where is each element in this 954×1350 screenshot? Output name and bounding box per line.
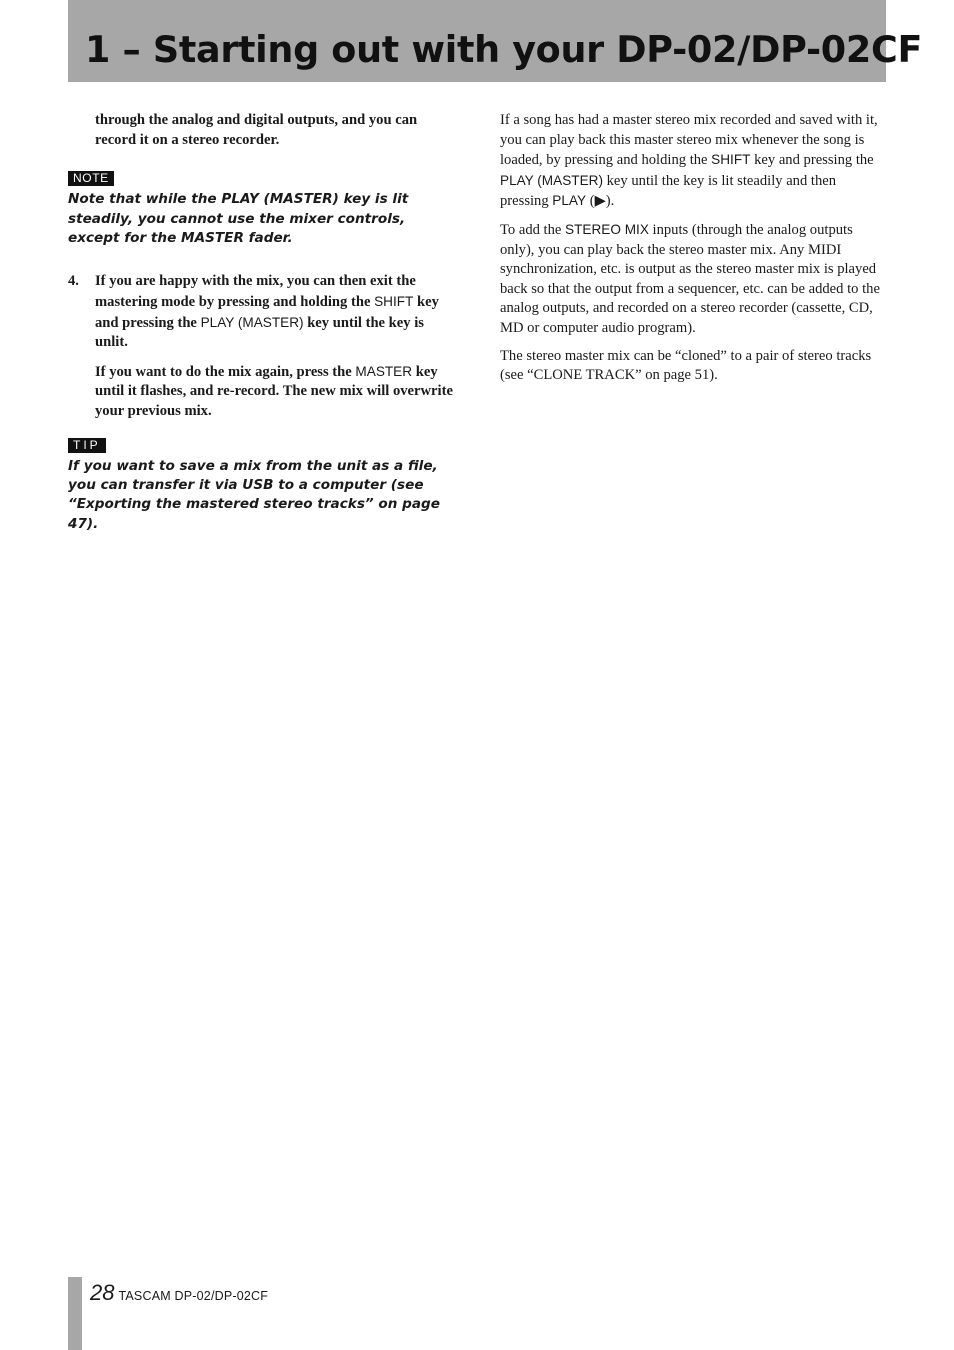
chapter-title: 1 – Starting out with your DP-02/DP-02CF <box>85 28 923 71</box>
master-mix-playback-paragraph: If a song has had a master stereo mix recorded and saved with it, you can play back this master stereo mix whenever the song is loaded, by pressing and holding the SHIFT key and pressing the PLAY (MASTER) key until the key is lit steadily and then pressing PLAY (▶). <box>500 112 878 210</box>
chapter-header <box>68 0 923 82</box>
note-text: Note that while the PLAY (MASTER) key is lit steadily, you cannot use the mixer controls, except for the MASTER fader. <box>68 191 409 246</box>
note-label: NOTE <box>68 171 114 186</box>
play-master-key-label: PLAY (MASTER) <box>500 172 603 188</box>
play-key-label: PLAY <box>552 193 587 209</box>
play-master-key-label: PLAY (MASTER) <box>200 314 304 330</box>
stereo-mix-paragraph: To add the STEREO MIX inputs (through the analog outputs only), you can play back the stereo master mix. Any MIDI synchronization, etc. is output as the stereo master mix is played back so that the output from a sequencer, etc. can be added to the analog outputs, and recorded on a stereo recorder (cassette, CD, MD or computer audio program). <box>500 221 880 336</box>
note-box <box>68 169 458 248</box>
shift-key-label: SHIFT <box>374 294 414 309</box>
tip-label: TIP <box>68 438 106 453</box>
left-column <box>68 111 458 534</box>
stereo-mix-key-label: STEREO MIX <box>565 221 649 237</box>
page-footer <box>90 1280 268 1306</box>
step-number: 4. <box>68 273 79 290</box>
step-4-paragraph-2: If you want to do the mix again, press the MASTER key until it flashes, and re-record. The new mix will overwrite your previous mix. <box>95 363 453 419</box>
clone-paragraph: The stereo master mix can be “cloned” to a pair of stereo tracks (see “CLONE TRACK” on page 51). <box>500 347 872 384</box>
footer-bar <box>68 1277 82 1350</box>
master-key-label: MASTER <box>355 363 413 379</box>
footer-title: TASCAM DP-02/DP-02CF <box>118 1289 269 1303</box>
shift-key-label: SHIFT <box>711 152 751 168</box>
tip-text: If you want to save a mix from the unit as a file, you can transfer it via USB to a computer (see “Exporting the mastered stereo tracks” on page 47). <box>68 457 441 532</box>
page-number: 28 <box>90 1280 115 1305</box>
tip-box <box>68 436 458 535</box>
step-4-paragraph-1: If you are happy with the mix, you can then exit the mastering mode by pressing and holding the SHIFT key and pressing the PLAY (MASTER) key until the key is unlit. <box>95 273 439 351</box>
intro-paragraph: through the analog and digital outputs, and you can record it on a stereo recorder. <box>95 112 418 148</box>
step-4 <box>68 272 458 421</box>
right-column <box>500 111 884 386</box>
